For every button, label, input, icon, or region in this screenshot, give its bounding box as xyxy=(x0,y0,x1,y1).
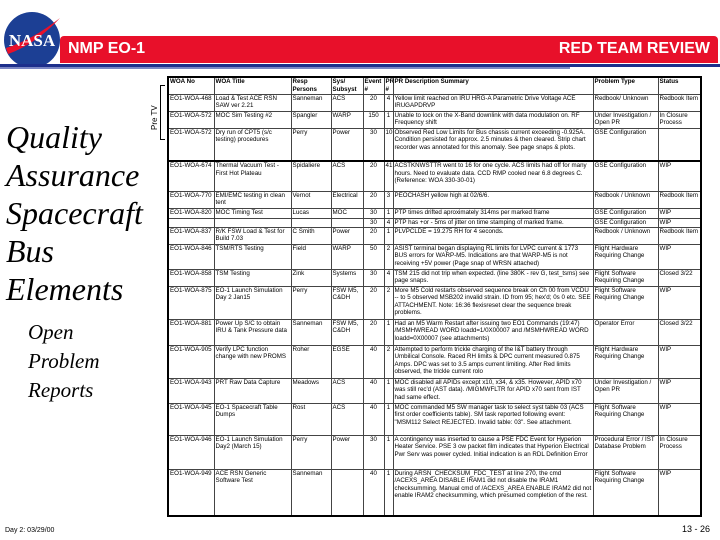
table-cell: 20 xyxy=(363,161,384,191)
column-header: Status xyxy=(658,77,701,94)
table-cell: 4 xyxy=(384,218,393,227)
table-cell: 2 xyxy=(384,286,393,319)
table-cell: A contingency was inserted to cause a PSE FDC Event for Hyperion Heater Service. PSE 3 ow packet film indicates that Hyperion Electrical Pwr Serv was power cycled. Initial indication is an RDL Definition Error xyxy=(393,435,593,469)
table-row xyxy=(168,269,701,286)
table-cell: FSW M5, C&DH xyxy=(331,319,363,345)
table-cell: WIP xyxy=(658,286,701,319)
table-cell: ACS xyxy=(331,161,363,191)
table-cell: Flight Hardware Requiring Change xyxy=(593,244,658,269)
table-cell: Flight Software Requiring Change xyxy=(593,403,658,435)
table-cell: ACS xyxy=(331,378,363,403)
table-cell: 30 xyxy=(363,269,384,286)
table-cell: Yellow limit reached on IRU HRG-A Parametric Drive Voltage ACE IRUGAPDRVP xyxy=(393,94,593,111)
table-cell: ACE RSN Generic Software Test xyxy=(214,469,291,516)
table-cell: Unable to lock on the X-Band downlink with data modulation on. RF Frequency shift xyxy=(393,111,593,128)
table-cell: 40 xyxy=(363,469,384,516)
table-cell: EO1-WOA-846 xyxy=(168,244,214,269)
review-title: RED TEAM REVIEW xyxy=(558,40,710,57)
table-cell: EO1-WOA-837 xyxy=(168,227,214,244)
table-cell: Systems xyxy=(331,269,363,286)
table-row xyxy=(168,469,701,516)
table-cell: 1 xyxy=(384,469,393,516)
table-cell: GSE Configuration xyxy=(593,161,658,191)
table-cell: Closed 3/22 xyxy=(658,319,701,345)
table-cell: GSE Configuration xyxy=(593,128,658,161)
divider xyxy=(0,67,570,69)
table-cell: WIP xyxy=(658,378,701,403)
table-cell: 1 xyxy=(384,111,393,128)
table-cell: C Smith xyxy=(291,227,331,244)
table-cell: 20 xyxy=(363,227,384,244)
table-cell: PTP has +or - 5ms of jitter on time stamping of marked frame. xyxy=(393,218,593,227)
table-cell: Redbook Item xyxy=(658,94,701,111)
table-cell: Flight Software Requiring Change xyxy=(593,269,658,286)
table-cell: EO1-WOA-820 xyxy=(168,208,214,218)
table-cell: WIP xyxy=(658,403,701,435)
table-row xyxy=(168,208,701,218)
table-cell: EO1-WOA-674 xyxy=(168,161,214,191)
table-cell: 30 xyxy=(363,208,384,218)
table-cell: EO-1 Launch Simulation Day2 (March 15) xyxy=(214,435,291,469)
table-cell: EO1-WOA-943 xyxy=(168,378,214,403)
table-cell: EO1-WOA-949 xyxy=(168,469,214,516)
table-cell: Flight Software Requiring Change xyxy=(593,286,658,319)
table-cell: PTP times drifted aproximately 314ms per marked frame xyxy=(393,208,593,218)
table-cell: WARP xyxy=(331,111,363,128)
table-cell: Power xyxy=(331,435,363,469)
table-cell: Had an M5 Warm Restart after issuing two EO1 Commands (19:47) /MSMHWREAD WORD loadd=1/0X00007 and /MSMHWREAD WORD loadd=0X00007 (see attachments) xyxy=(393,319,593,345)
title-line: Elements xyxy=(6,271,124,307)
nasa-logo xyxy=(2,10,62,70)
table-cell: 1 xyxy=(384,378,393,403)
table-cell: WIP xyxy=(658,218,701,227)
column-header: WOA No xyxy=(168,77,214,94)
table-cell: In Closure Process xyxy=(658,435,701,469)
table-cell: 20 xyxy=(363,191,384,208)
table-cell: Procedural Error / IST Database Problem xyxy=(593,435,658,469)
table-cell: Meadows xyxy=(291,378,331,403)
table-cell: Dry run of CPT5 (s/c testing) procedures xyxy=(214,128,291,161)
column-header: PR # xyxy=(385,78,395,93)
column-header: PR Description Summary xyxy=(393,77,593,94)
table-cell: EO1-WOA-946 xyxy=(168,435,214,469)
svg-text:NASA: NASA xyxy=(8,31,56,50)
table-row xyxy=(168,111,701,128)
table-row xyxy=(168,286,701,319)
table-cell xyxy=(331,218,363,227)
column-header: Resp Persons xyxy=(291,77,331,94)
table-cell xyxy=(168,218,214,227)
table-cell: TSM/RTS Testing xyxy=(214,244,291,269)
table-cell: EO1-WOA-945 xyxy=(168,403,214,435)
table-cell: EO1-WOA-572 xyxy=(168,128,214,161)
table-cell xyxy=(214,218,291,227)
table-cell: Sanneman xyxy=(291,469,331,516)
table-row xyxy=(168,319,701,345)
table-cell: 20 xyxy=(363,94,384,111)
table-cell: 10 xyxy=(384,128,393,161)
table-cell: Closed 3/22 xyxy=(658,269,701,286)
subtitle-line: Reports xyxy=(28,378,94,402)
column-header: Sys/ Subsyst xyxy=(331,77,363,94)
table-cell: PLVPCLDE = 19.275 RH for 4 seconds. xyxy=(393,227,593,244)
table-cell: 40 xyxy=(363,345,384,378)
table-cell: WIP xyxy=(658,469,701,516)
table-cell: Perry xyxy=(291,128,331,161)
table-cell: 30 xyxy=(363,435,384,469)
table-cell: WIP xyxy=(658,208,701,218)
table-cell: 41 xyxy=(384,161,393,191)
table-row xyxy=(168,191,701,208)
table-cell: Power xyxy=(331,128,363,161)
table-cell: Rost xyxy=(291,403,331,435)
table-row xyxy=(168,345,701,378)
table-cell: 30 xyxy=(363,128,384,161)
table-cell: Verify LPC function change with new PROMS xyxy=(214,345,291,378)
table-row xyxy=(168,161,701,191)
table-cell: 30 xyxy=(363,218,384,227)
table-cell: PRT Raw Data Capture xyxy=(214,378,291,403)
table-cell: FSW M5, C&DH xyxy=(331,286,363,319)
slide-title xyxy=(6,118,143,308)
table-cell: EO1-WOA-468 xyxy=(168,94,214,111)
table-cell: GSE Configuration xyxy=(593,218,658,227)
table-row xyxy=(168,244,701,269)
table-cell: Operator Error xyxy=(593,319,658,345)
table-cell: EO-1 Spacecraft Table Dumps xyxy=(214,403,291,435)
table-cell: Redbook/ Unknown xyxy=(593,94,658,111)
table-cell: Load & Test ACE RSN SAW ver 2.21 xyxy=(214,94,291,111)
table-cell: Thermal Vacuum Test - First Hot Plateau xyxy=(214,161,291,191)
table-cell: 3 xyxy=(384,191,393,208)
header-banner xyxy=(60,36,718,63)
table-cell: Flight Software Requiring Change xyxy=(593,469,658,516)
table-cell: Under Investigation / Open PR xyxy=(593,111,658,128)
table-row xyxy=(168,435,701,469)
table-cell: WIP xyxy=(658,345,701,378)
column-header: Event # xyxy=(363,77,384,94)
column-header: WOA Title xyxy=(214,77,291,94)
table-cell: GSE Configuration xyxy=(593,208,658,218)
table-cell: EMI/EMC testing in clean tent xyxy=(214,191,291,208)
table-cell: PEOCHASH yellow high at 02/6/6. xyxy=(393,191,593,208)
table-cell: Power Up S/C to obtain IRU & Tank Pressure data xyxy=(214,319,291,345)
table-cell: Perry xyxy=(291,435,331,469)
table-cell: Roher xyxy=(291,345,331,378)
table-cell: Redbook / Unknown xyxy=(593,227,658,244)
title-line: Assurance xyxy=(6,157,140,193)
table-cell xyxy=(331,469,363,516)
table-cell: Sanneman xyxy=(291,94,331,111)
table-row xyxy=(168,128,701,161)
table-cell: WIP xyxy=(658,161,701,191)
project-name: NMP EO-1 xyxy=(68,40,146,57)
table-cell: Zink xyxy=(291,269,331,286)
table-cell: Field xyxy=(291,244,331,269)
table-cell: MOC commanded M5 SW manager task to select syst table 03 (ACS first order coefficients table). SM task reported following event: "MSM112 Select REJECTED. Invalid table: 03". See attachment. xyxy=(393,403,593,435)
table-cell: ACSTKNWSTTR went to 16 for one cycle. ACS limits had off for many hours. Need to evaluate data. CCD RMP cooled near 6.8 degrees C. (Reference: WOA 330-30-01) xyxy=(393,161,593,191)
table-cell: 1 xyxy=(384,435,393,469)
table-cell: MOC Timing Test xyxy=(214,208,291,218)
table-cell: MOC Sim Testing #2 xyxy=(214,111,291,128)
table-cell xyxy=(291,218,331,227)
table-cell: TSM Testing xyxy=(214,269,291,286)
table-cell: EO1-WOA-875 xyxy=(168,286,214,319)
table-cell: ACS xyxy=(331,94,363,111)
table-cell: 2 xyxy=(384,345,393,378)
table-cell: 4 xyxy=(384,269,393,286)
table-cell: 2 xyxy=(384,244,393,269)
table-cell: Perry xyxy=(291,286,331,319)
table-row xyxy=(168,218,701,227)
table-cell: In Closure Process xyxy=(658,111,701,128)
subtitle-line: Problem xyxy=(28,349,100,373)
table-cell: 4 xyxy=(384,94,393,111)
table-cell: 1 xyxy=(384,227,393,244)
table-cell: Lucas xyxy=(291,208,331,218)
side-label: Pre TV xyxy=(150,105,159,131)
table-cell: Spidaliere xyxy=(291,161,331,191)
problem-reports-table xyxy=(167,76,702,517)
table-row xyxy=(168,403,701,435)
table-cell: TSM 215 did not trip when expected. (line 380K - rev G, test_tsms) see page snaps. xyxy=(393,269,593,286)
table-cell: Flight Hardware Requiring Change xyxy=(593,345,658,378)
table-cell: Observed Red Low Limits for Bus chassis current exceeding -0.925A. Condition persisted for approx. 2.5 minutes & then cleared. Strip chart recorder was annotated for this anomaly. See page snaps & plots. xyxy=(393,128,593,161)
table-cell: Under Investigation / Open PR xyxy=(593,378,658,403)
bracket xyxy=(160,85,165,140)
footer-date: Day 2: 03/29/00 xyxy=(5,527,55,534)
table-cell: EO1-WOA-858 xyxy=(168,269,214,286)
table-cell: Spangler xyxy=(291,111,331,128)
page-number: 13 - 26 xyxy=(681,524,710,534)
table-cell: R/K FSW Load & Test for Build 7.03 xyxy=(214,227,291,244)
title-line: Spacecraft xyxy=(6,195,143,231)
table-cell: WARP xyxy=(331,244,363,269)
column-header: Problem Type xyxy=(593,77,658,94)
table-cell: More M5 Cold restarts observed sequence break on Ch 00 from VCDU -- to 5 observed MSB202 invalid strain. ID from 95; hex'd; 0s 0 etc. SEE ATTACHMENT. Note: 16:36 flexisreset clear the sequence break problems. xyxy=(393,286,593,319)
table-cell: Redbook Item xyxy=(658,191,701,208)
table-cell: WIP xyxy=(658,244,701,269)
table-cell: Vernot xyxy=(291,191,331,208)
table-cell: Attempted to perform trickle charging of the I&T battery through Umbilical Console. Raced RH limits & DPC current measured 0.875 Amps. DPC was set to 3.5 amps current limiting. After Red limits observed, the trickle current rolo xyxy=(393,345,593,378)
table-cell: Power xyxy=(331,227,363,244)
table-cell: EGSE xyxy=(331,345,363,378)
table-cell: EO1-WOA-770 xyxy=(168,191,214,208)
table-cell: ACS xyxy=(331,403,363,435)
slide-subtitle xyxy=(28,318,100,405)
table-row xyxy=(168,378,701,403)
table-cell: 40 xyxy=(363,403,384,435)
table-cell: ASIST terminal began displaying RL limits for LVPC current & 1773 BUS errors for WARP-M5. Indications are that WARP-M5 is not receiving +5V power (Page snap of WRSN attached) xyxy=(393,244,593,269)
table-cell: During ARSN_CHECKSUM_FDC_TEST at line 270, the cmd /ACEXS_AREA DISABLE IRAM1 did not disable the IRAM1 checksumming. Manual cmd of /ACEXS_AREA ENABLE IRAM2 did not enable IRAM2 checksumming, which presumed completion of the rest. xyxy=(393,469,593,516)
table-cell: EO1-WOA-881 xyxy=(168,319,214,345)
table-cell: Redbook Item xyxy=(658,227,701,244)
table-cell: 1 xyxy=(384,319,393,345)
subtitle-line: Open xyxy=(28,320,74,344)
table-cell: EO1-WOA-905 xyxy=(168,345,214,378)
table-cell: Redbook / Unknown xyxy=(593,191,658,208)
table-cell: EO-1 Launch Simulation Day 2 Jan15 xyxy=(214,286,291,319)
table-cell: 1 xyxy=(384,208,393,218)
table-cell: 150 xyxy=(363,111,384,128)
title-line: Bus xyxy=(6,233,54,269)
table-cell: 40 xyxy=(363,378,384,403)
table-cell: 20 xyxy=(363,319,384,345)
table-cell: EO1-WOA-572 xyxy=(168,111,214,128)
table-row xyxy=(168,94,701,111)
table-cell: MOC xyxy=(331,208,363,218)
title-line: Quality xyxy=(6,119,102,155)
table-cell: Sanneman xyxy=(291,319,331,345)
table-cell: 20 xyxy=(363,286,384,319)
table-cell: MOC disabled all APIDs except x10, x34, & x35. However, APID x70 was still rec'd (AST data). /MIGMWFLTR for APID x70 sent from IST had same effect. xyxy=(393,378,593,403)
table-cell: Electrical xyxy=(331,191,363,208)
table-cell xyxy=(658,128,701,161)
table-row xyxy=(168,227,701,244)
table-cell: 1 xyxy=(384,403,393,435)
table-cell: 50 xyxy=(363,244,384,269)
